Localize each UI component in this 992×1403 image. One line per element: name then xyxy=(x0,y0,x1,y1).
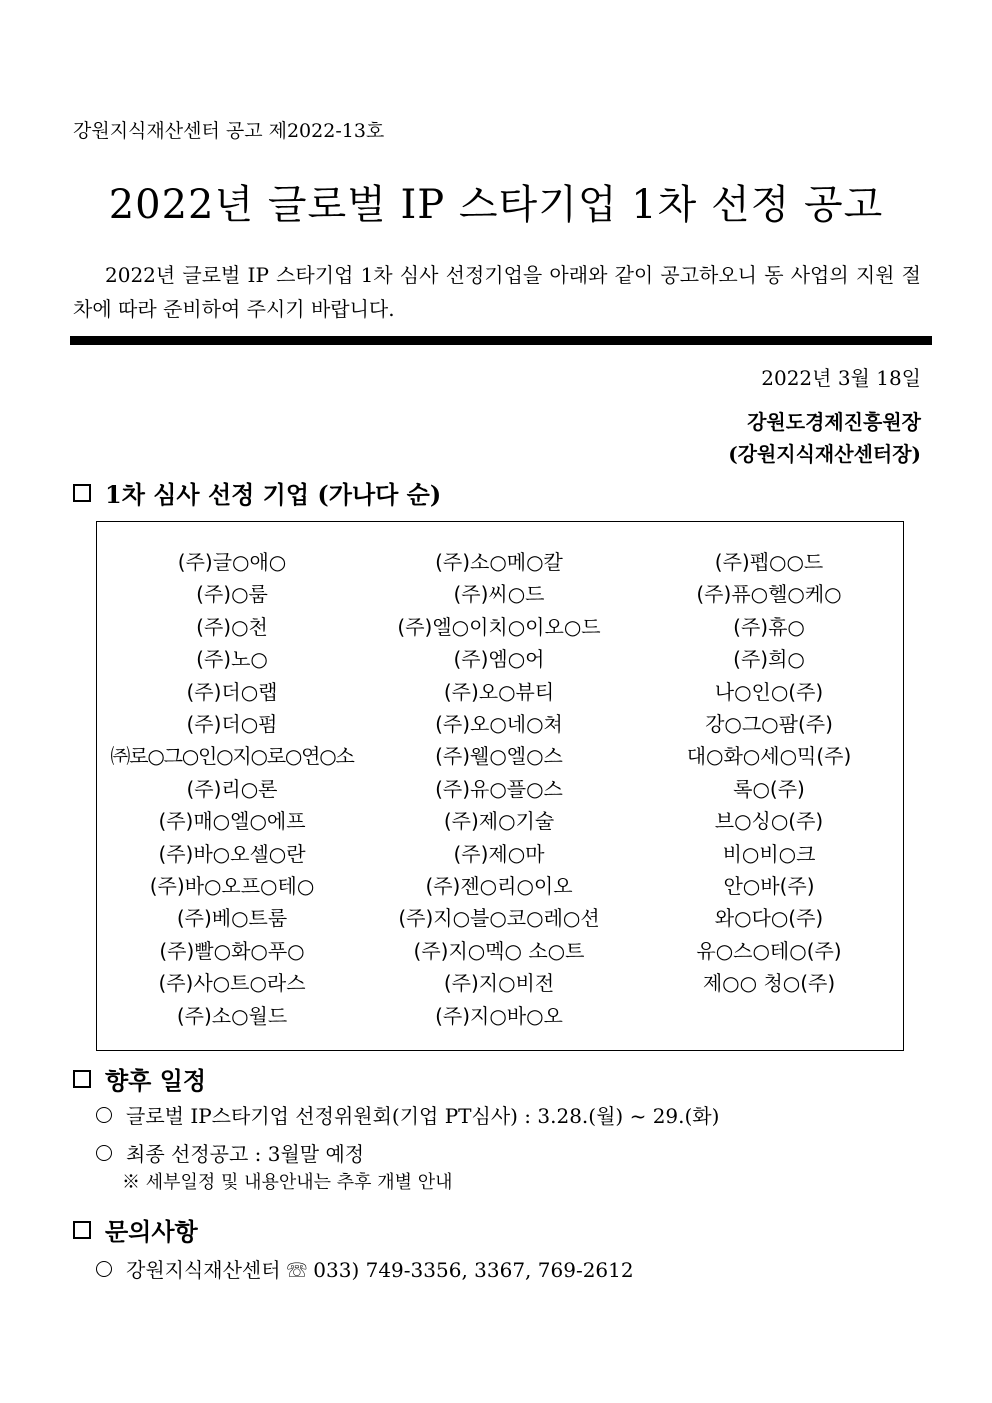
company-name: (주)노○ xyxy=(196,647,268,672)
company-name: (주)더○펌 xyxy=(186,712,278,737)
notice-date: 2022년 3월 18일 xyxy=(761,366,921,390)
circle-bullet-icon xyxy=(96,1145,112,1161)
schedule-item xyxy=(96,1138,364,1167)
company-name: (주)글○애○ xyxy=(177,550,287,574)
company-name: 대○화○세○믹(주) xyxy=(686,744,852,769)
company-name: (주)제○마 xyxy=(453,841,545,866)
company-name: (주)소○월드 xyxy=(176,1003,288,1028)
company-name: 안○바(주) xyxy=(723,874,815,899)
circle-bullet-icon xyxy=(96,1107,112,1123)
company-list-box xyxy=(96,521,904,1051)
company-column-3 xyxy=(633,546,905,1000)
square-icon xyxy=(73,484,91,502)
section-heading-text: 향후 일정 xyxy=(105,1066,207,1095)
page-title: 2022년 글로벌 IP 스타기업 1차 선정 공고 xyxy=(108,182,884,228)
schedule-note: ※ 세부일정 및 내용안내는 추후 개별 안내 xyxy=(122,1172,453,1193)
divider xyxy=(70,336,932,345)
section-heading-companies xyxy=(73,475,441,510)
company-name: (주)베○트룸 xyxy=(176,906,288,931)
company-name: (주)지○블○코○레○션 xyxy=(398,906,600,931)
company-name: (주)엘○이치○이오○드 xyxy=(397,614,601,639)
issuer xyxy=(728,406,921,470)
company-name: (주)펩○○드 xyxy=(714,550,824,574)
company-name: (주)오○네○쳐 xyxy=(435,712,563,737)
company-name: 나○인○(주) xyxy=(714,679,824,704)
company-name: (주)매○엘○에프 xyxy=(158,809,306,834)
company-name: (주)지○바○오 xyxy=(435,1003,563,1028)
circle-bullet-icon xyxy=(96,1261,112,1277)
company-name: ㈜로○그○인○지○로○연○소 xyxy=(110,744,354,769)
section-heading-text: 문의사항 xyxy=(105,1217,198,1246)
section-heading-text: 1차 심사 선정 기업 (가나다 순) xyxy=(105,480,442,509)
company-name: 록○(주) xyxy=(733,776,805,801)
company-name: (주)바○오프○테○ xyxy=(149,874,315,899)
notice-number: 강원지식재산센터 공고 제2022-13호 xyxy=(73,120,385,142)
schedule-item-text: 글로벌 IP스타기업 선정위원회(기업 PT심사) : 3.28.(월) ~ 29.(화) xyxy=(126,1104,720,1128)
issuer-name: 강원도경제진흥원장 xyxy=(747,410,921,434)
square-icon xyxy=(73,1221,91,1239)
issuer-center: (강원지식재산센터장) xyxy=(728,442,921,466)
company-name: (주)지○비전 xyxy=(443,971,555,996)
company-name: (주)희○ xyxy=(733,647,805,672)
section-heading-schedule xyxy=(73,1061,206,1096)
section-heading-contact xyxy=(73,1212,198,1247)
schedule-item-text: 최종 선정공고 : 3월말 예정 xyxy=(126,1142,365,1166)
company-name: 와○다○(주) xyxy=(714,906,824,931)
square-icon xyxy=(73,1070,91,1088)
company-name: 유○스○테○(주) xyxy=(696,938,842,963)
company-name: (주)제○기술 xyxy=(443,809,555,834)
company-name: (주)○룸 xyxy=(196,582,268,607)
company-name: (주)휴○ xyxy=(733,614,805,639)
company-name: (주)오○뷰티 xyxy=(443,679,555,704)
company-name: 비○비○크 xyxy=(722,841,816,866)
company-name: (주)소○메○칼 xyxy=(435,550,563,574)
intro-paragraph: 2022년 글로벌 IP 스타기업 1차 심사 선정기업을 아래와 같이 공고하오니 동 사업의 지원 절차에 따라 준비하여 주시기 바랍니다. xyxy=(73,263,921,321)
company-name: (주)웰○엘○스 xyxy=(435,744,563,769)
company-name: (주)바○오셀○란 xyxy=(158,841,306,866)
company-name: (주)더○랩 xyxy=(186,679,278,704)
company-name: (주)지○멕○ 소○트 xyxy=(413,938,585,963)
company-column-2 xyxy=(365,546,633,1032)
company-name: 강○그○팜(주) xyxy=(705,712,833,737)
schedule-item xyxy=(96,1100,719,1129)
company-name: 브○싱○(주) xyxy=(714,809,824,834)
company-name: (주)빨○화○푸○ xyxy=(159,938,305,963)
company-name: (주)리○론 xyxy=(186,776,278,801)
company-name: (주)씨○드 xyxy=(453,582,545,607)
company-name: (주)○천 xyxy=(196,614,268,639)
contact-item xyxy=(96,1254,634,1283)
company-name: (주)엠○어 xyxy=(453,647,545,672)
contact-item-text: 강원지식재산센터 ☏ 033) 749-3356, 3367, 769-2612 xyxy=(126,1258,634,1282)
company-name: (주)사○트○라스 xyxy=(158,971,306,996)
company-column-1 xyxy=(99,546,365,1032)
company-name: (주)유○플○스 xyxy=(435,776,563,801)
company-name: (주)젠○리○이오 xyxy=(425,874,573,899)
company-name: 제○○ 청○(주) xyxy=(702,971,836,996)
company-name: (주)퓨○헬○케○ xyxy=(696,582,842,607)
